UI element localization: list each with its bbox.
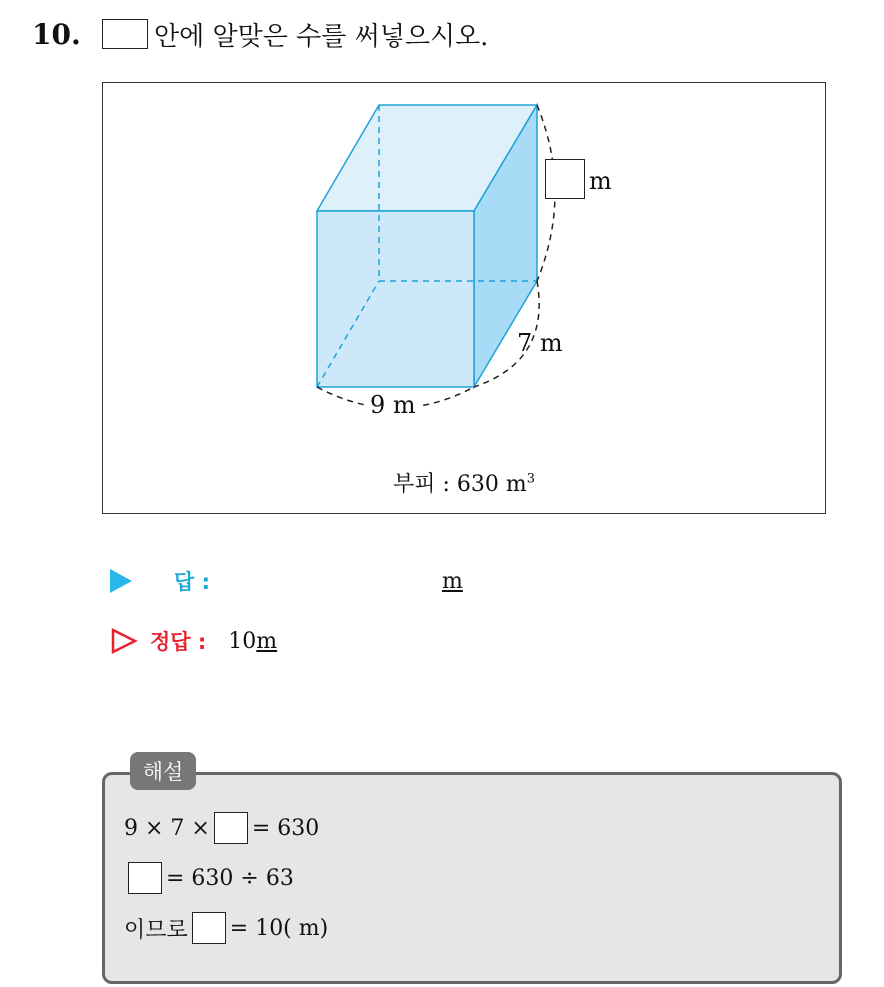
- question-text: 안에 알맞은 수를 써넣으시오.: [154, 21, 489, 52]
- cuboid-front-face: [317, 211, 474, 387]
- solution-blank-box: [214, 812, 248, 844]
- height-unit-label: m: [589, 167, 612, 195]
- play-triangle-icon: [110, 569, 132, 593]
- answer-label: 답 :: [174, 570, 210, 594]
- solution-line1-left: 9 × 7 ×: [124, 815, 210, 841]
- outline-triangle-icon: [110, 627, 138, 655]
- answer-row: [110, 566, 463, 596]
- volume-text: 부피 : 630 m: [392, 472, 527, 497]
- solution-blank-box: [192, 912, 226, 944]
- solution-line-3: [124, 912, 328, 944]
- solution-line2-right: = 630 ÷ 63: [166, 865, 294, 891]
- solution-blank-box: [128, 862, 162, 894]
- answer-unit: m: [442, 568, 463, 594]
- width-label: 9 m: [367, 391, 419, 419]
- solution-line-1: [124, 812, 319, 844]
- correct-answer-row: [110, 626, 277, 656]
- solution-line1-right: = 630: [251, 815, 320, 841]
- question-header: [32, 14, 488, 54]
- solution-line3-prefix: 이므로: [124, 917, 188, 943]
- volume-exponent: 3: [526, 471, 536, 487]
- solution-line3-right: = 10( m): [229, 915, 329, 941]
- question-number: 10.: [32, 17, 81, 51]
- solution-tag: 해설: [130, 752, 196, 790]
- solution-line-2: [124, 862, 294, 894]
- correct-label: 정답 :: [150, 630, 207, 654]
- answer-blank-box: [102, 19, 148, 49]
- figure-box: [102, 82, 826, 514]
- cuboid-diagram: [103, 83, 827, 515]
- correct-value: 10: [228, 628, 257, 654]
- volume-label: [103, 467, 825, 498]
- correct-unit: m: [256, 628, 278, 654]
- depth-label: 7 m: [517, 329, 563, 357]
- height-blank-box: [545, 159, 585, 199]
